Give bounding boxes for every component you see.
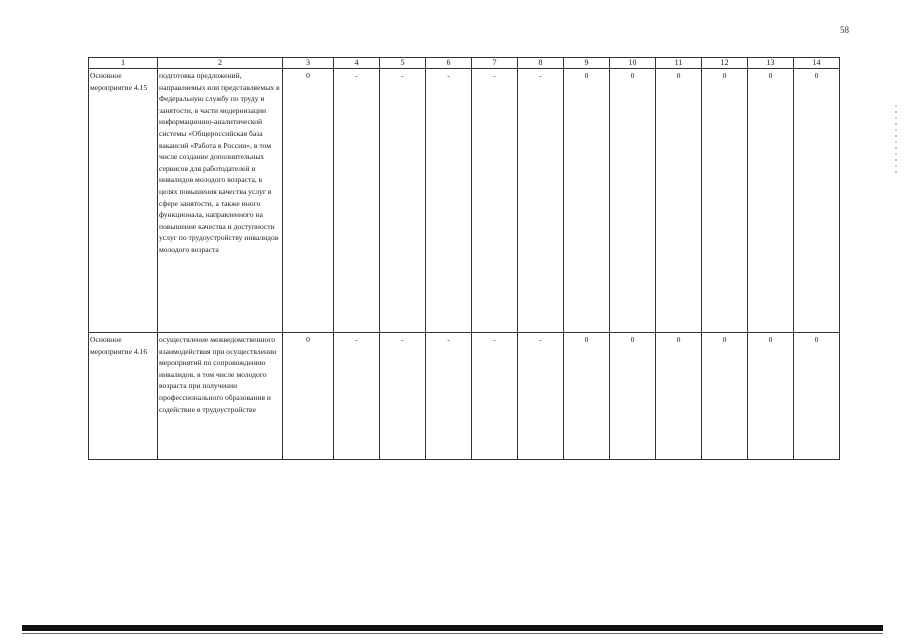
page-number: 58 xyxy=(840,25,849,35)
header-cell: 10 xyxy=(610,58,656,69)
header-row xyxy=(89,58,840,69)
value-cell: 0 xyxy=(656,69,702,333)
value-cell: - xyxy=(334,69,380,333)
value-cell: 0 xyxy=(702,69,748,333)
header-cell: 8 xyxy=(518,58,564,69)
value-cell: - xyxy=(380,69,426,333)
header-cell: 12 xyxy=(702,58,748,69)
value-cell: 0 xyxy=(564,69,610,333)
table-row xyxy=(89,333,840,460)
value-cell: 0 xyxy=(610,69,656,333)
value-cell: - xyxy=(472,69,518,333)
table-row xyxy=(89,69,840,333)
header-cell: 14 xyxy=(794,58,840,69)
value-cell: 0 xyxy=(283,333,334,460)
header-cell: 5 xyxy=(380,58,426,69)
value-cell: - xyxy=(334,333,380,460)
value-cell: - xyxy=(426,333,472,460)
value-cell: 0 xyxy=(656,333,702,460)
header-cell: 13 xyxy=(748,58,794,69)
header-cell: 6 xyxy=(426,58,472,69)
header-cell: 3 xyxy=(283,58,334,69)
value-cell: 0 xyxy=(748,69,794,333)
value-cell: - xyxy=(472,333,518,460)
value-cell: 0 xyxy=(610,333,656,460)
header-cell: 1 xyxy=(89,58,158,69)
value-cell: - xyxy=(518,333,564,460)
header-cell: 2 xyxy=(158,58,283,69)
scan-bottom-line xyxy=(22,633,883,634)
value-cell: - xyxy=(518,69,564,333)
scan-bottom-bar xyxy=(22,625,883,631)
header-cell: 7 xyxy=(472,58,518,69)
value-cell: 0 xyxy=(702,333,748,460)
activity-name: Основное мероприятие 4.15 xyxy=(89,69,158,333)
value-cell: 0 xyxy=(794,69,840,333)
program-table xyxy=(88,57,840,460)
activity-name: Основное мероприятие 4.16 xyxy=(89,333,158,460)
value-cell: 0 xyxy=(564,333,610,460)
value-cell: 0 xyxy=(748,333,794,460)
activity-description: осуществление межведомственного взаимодействия при осуществлении мероприятий по сопровождению инвалидов, в том числе молодого возраста при получении профессионального образования и содействие в трудоустройстве xyxy=(158,333,283,460)
scan-artifact xyxy=(895,105,897,175)
header-cell: 9 xyxy=(564,58,610,69)
value-cell: 0 xyxy=(794,333,840,460)
value-cell: 0 xyxy=(283,69,334,333)
header-cell: 4 xyxy=(334,58,380,69)
value-cell: - xyxy=(426,69,472,333)
activity-description: подготовка предложений, направляемых или представляемых в Федеральную службу по труду и занятости, в части модернизации информационно-аналитической системы «Общероссийская база вакансий «Работа в России», в том числе создание дополнительных сервисов для работодателей и инвалидов молодого возраста, в целях повышения качества услуг в сфере занятости, а также иного функционала, направленного на повышение качества и доступности услуг по трудоустройству инвалидов молодого возраста xyxy=(158,69,283,333)
value-cell: - xyxy=(380,333,426,460)
header-cell: 11 xyxy=(656,58,702,69)
